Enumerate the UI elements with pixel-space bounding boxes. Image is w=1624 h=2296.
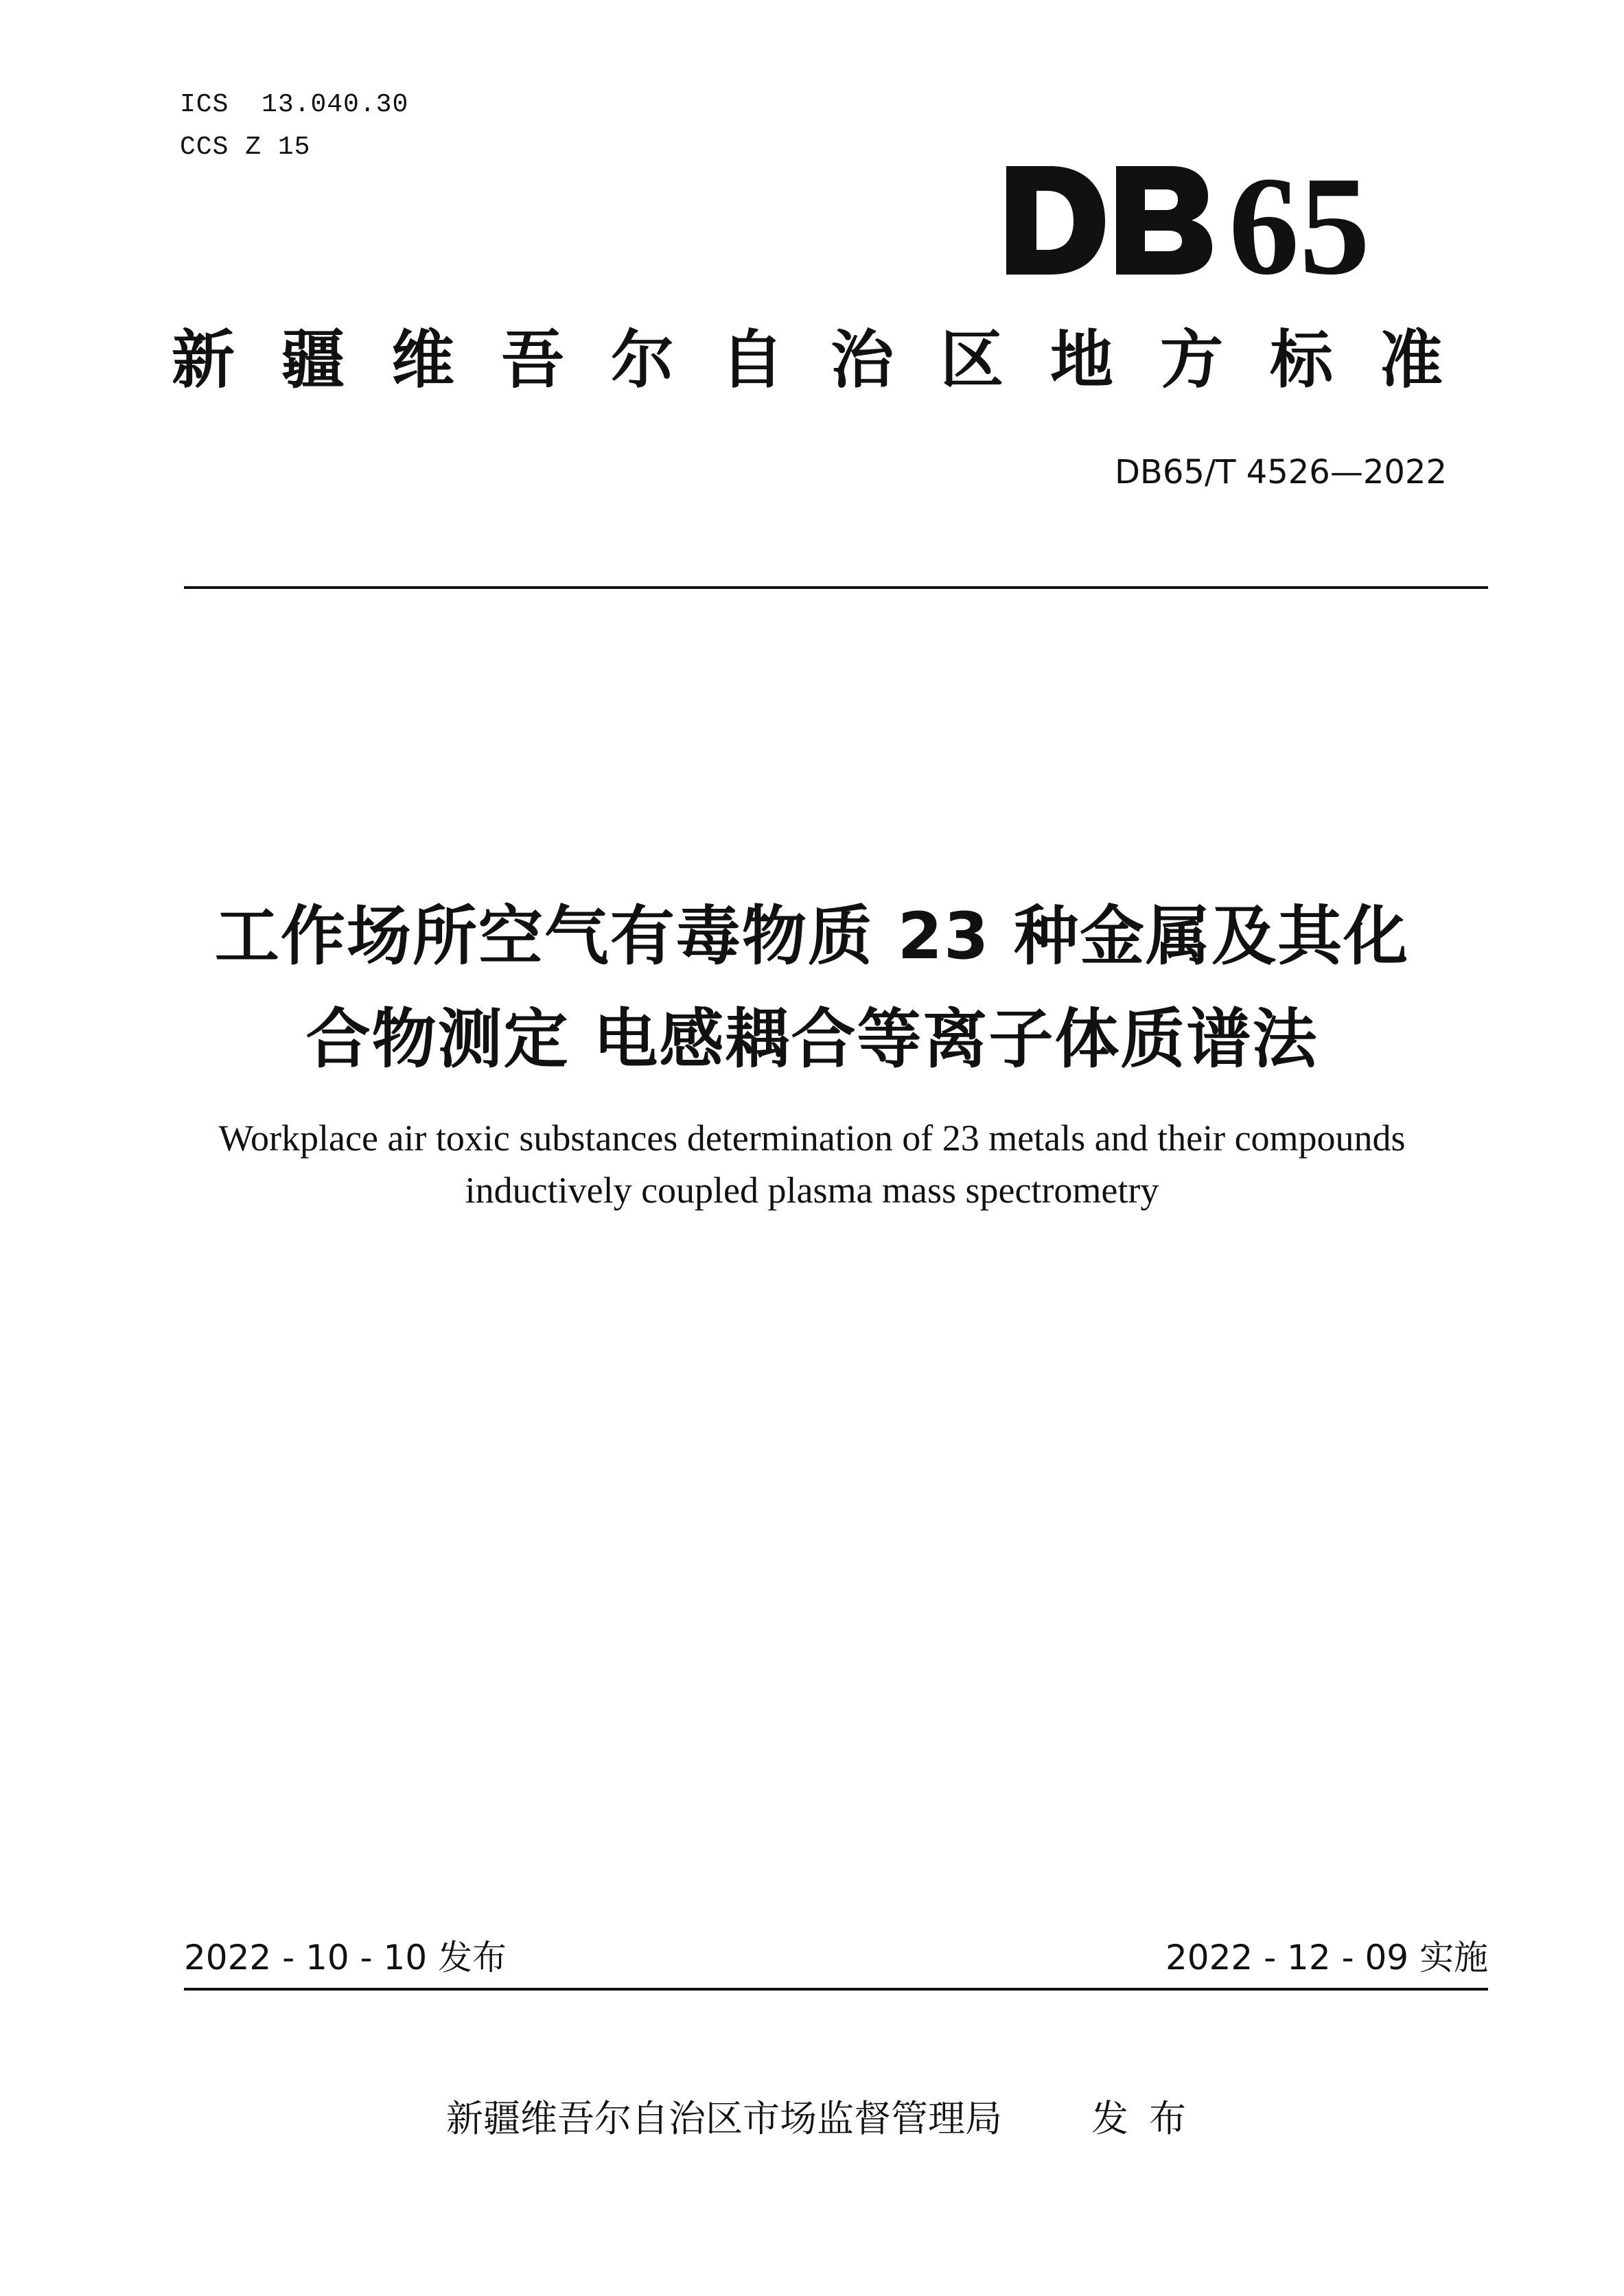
db65-logo [1002, 155, 1387, 279]
issuing-action: 发布 [1091, 2097, 1207, 2140]
ccs-row [180, 126, 408, 169]
logo-letter-b [1116, 166, 1212, 275]
implementation-date: 2022 - 12 - 09 实施 [1165, 1938, 1488, 1978]
title-chinese [124, 885, 1500, 1091]
title-chinese-line-2: 合物测定 电感耦合等离子体质谱法 [305, 1002, 1319, 1077]
top-divider [184, 586, 1488, 589]
ics-row [180, 84, 408, 126]
ics-code: 13.040.30 [262, 90, 409, 119]
ccs-label: CCS [180, 132, 229, 162]
standard-type-heading: 新疆维吾尔自治区地方标准 [172, 323, 1490, 397]
logo-digits: 65 [1229, 155, 1370, 279]
ics-label: ICS [180, 90, 229, 119]
logo-letter-d [1006, 166, 1105, 275]
issuing-authority: 新疆维吾尔自治区市场监督管理局 [446, 2097, 1002, 2140]
release-date: 2022 - 10 - 10 发布 [184, 1938, 507, 1978]
title-english [124, 1112, 1500, 1216]
logo-text: DB65 [1002, 155, 1004, 156]
title-english-line-2: inductively coupled plasma mass spectrometry [465, 1170, 1159, 1211]
title-chinese-line-1: 工作场所空气有毒物质 23 种金属及其化 [214, 899, 1410, 974]
ccs-code: Z 15 [245, 132, 311, 162]
title-english-line-1: Workplace air toxic substances determination of 23 metals and their compounds [218, 1117, 1406, 1159]
standard-number: DB65/T 4526—2022 [1114, 453, 1447, 491]
bottom-divider [184, 1988, 1488, 1991]
classification-codes [180, 84, 408, 169]
